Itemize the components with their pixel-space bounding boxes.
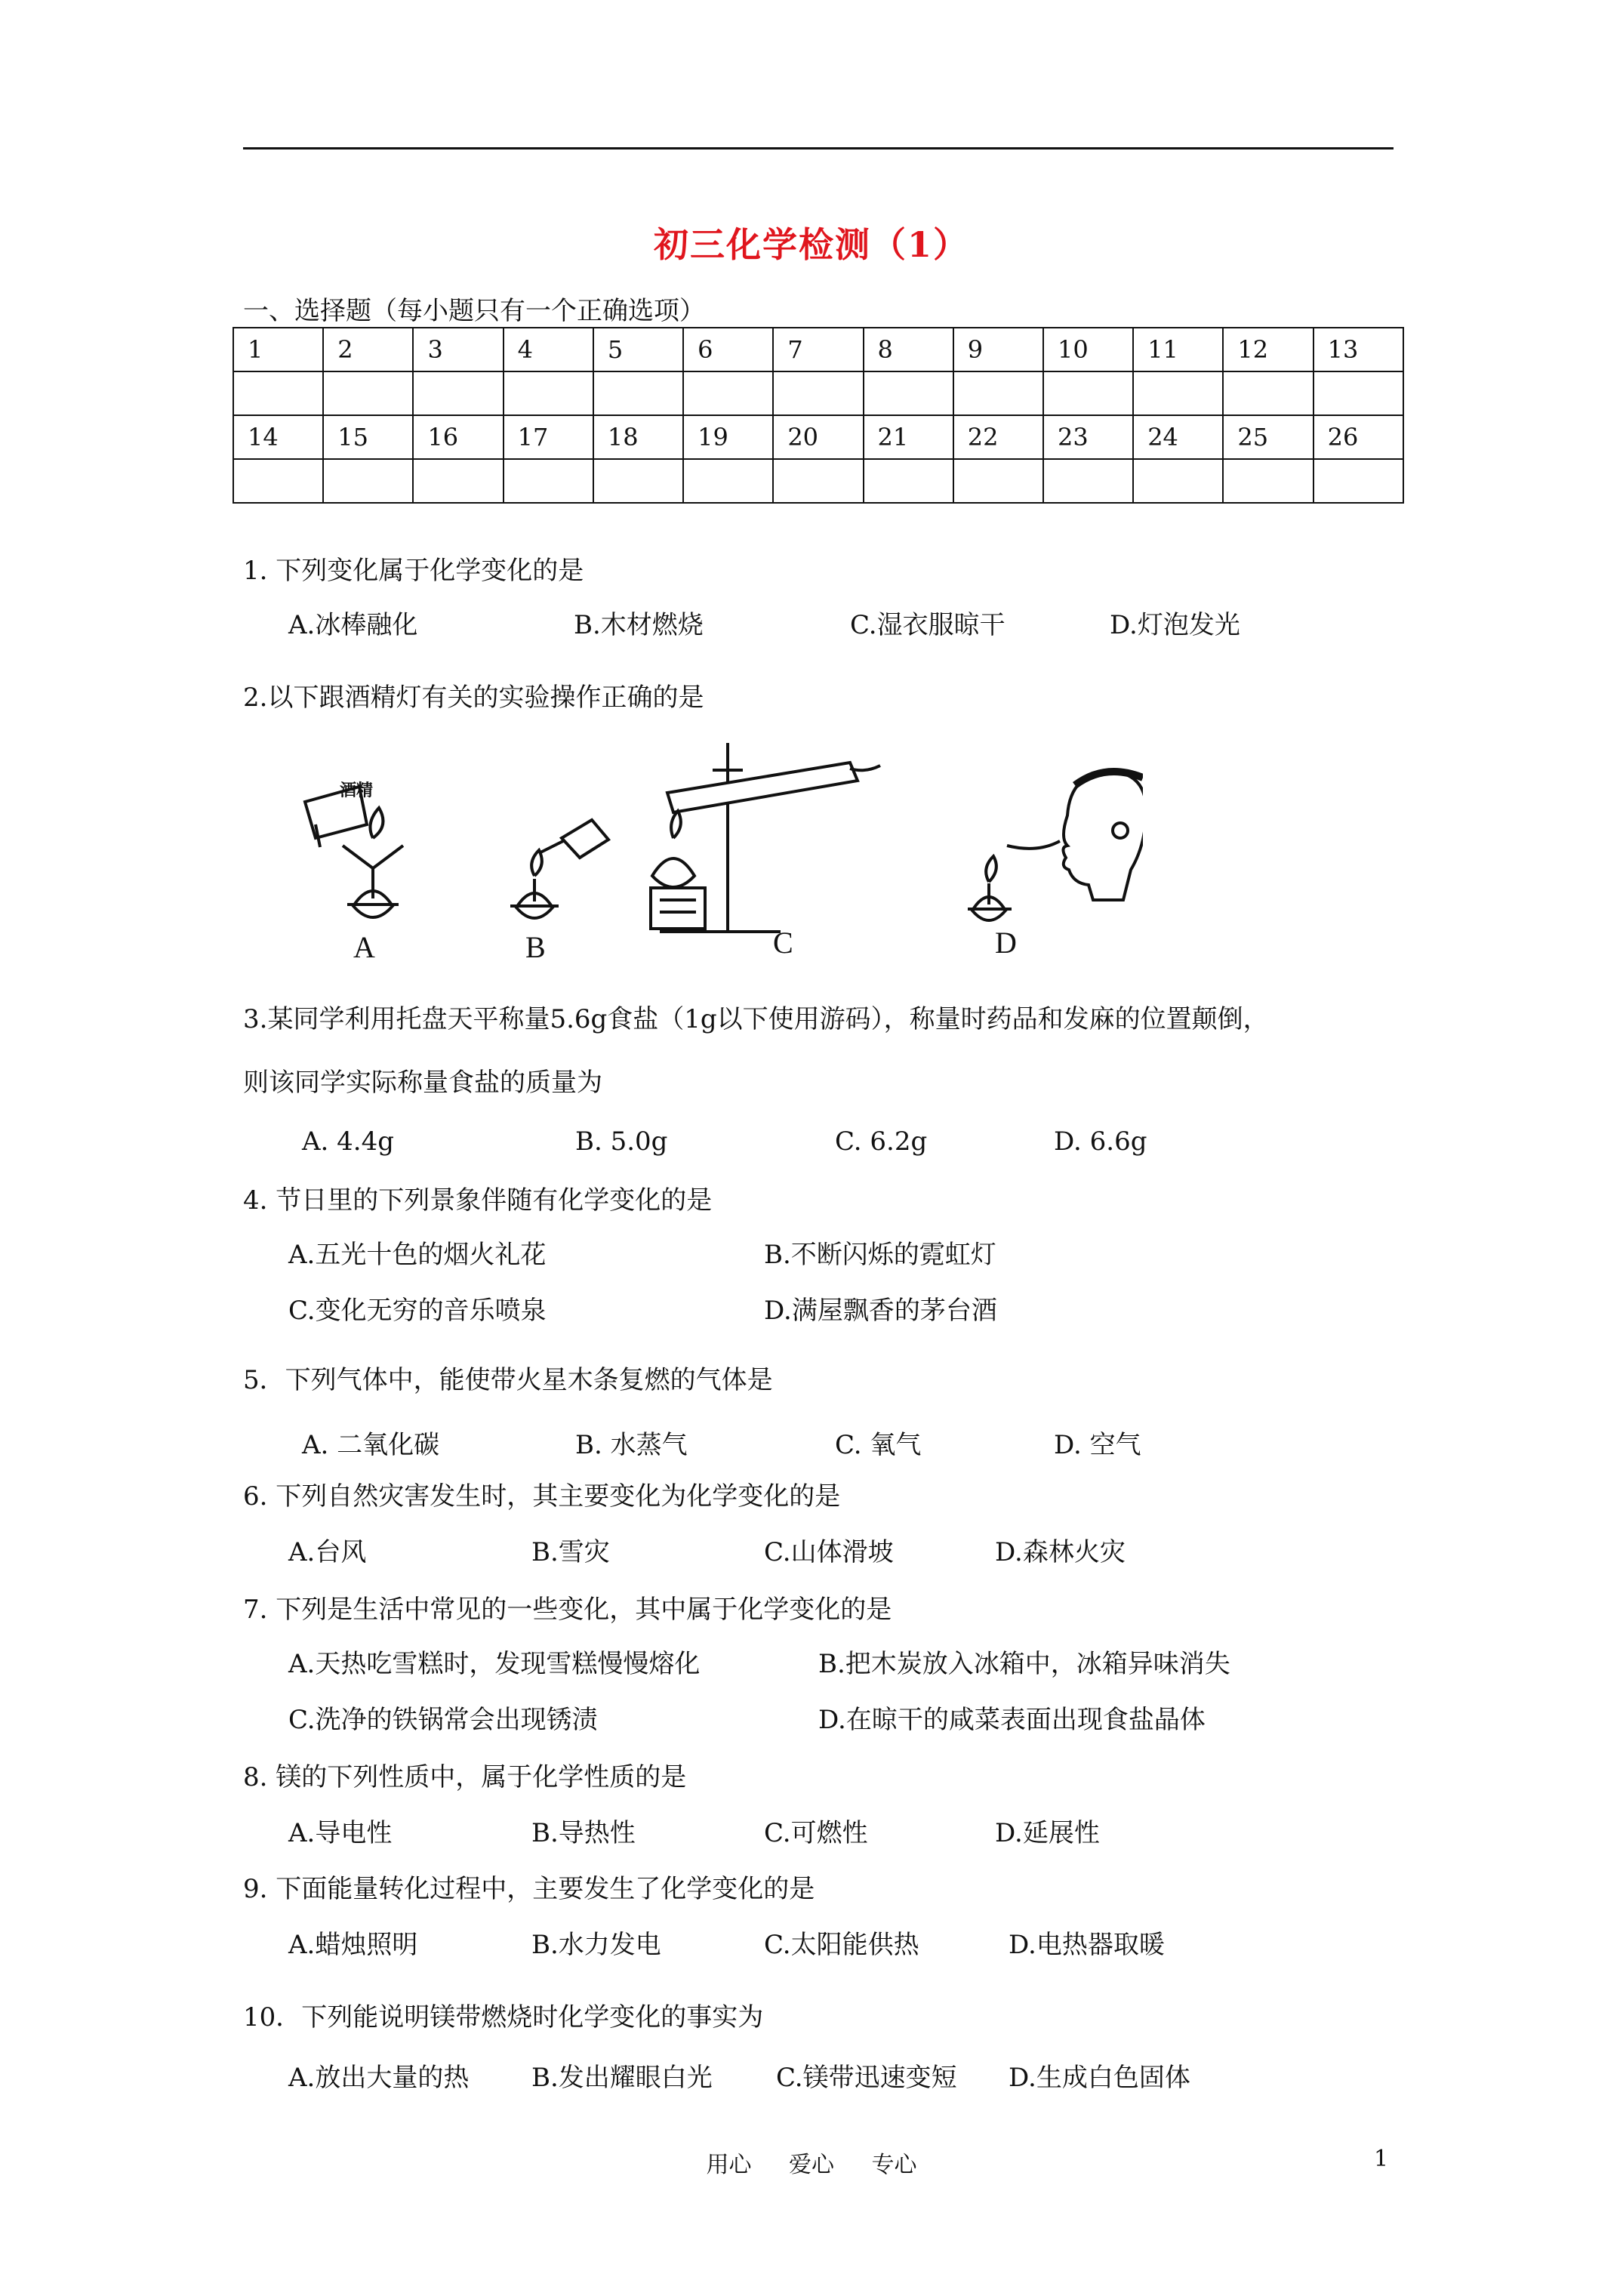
answer-cell[interactable] bbox=[1223, 459, 1313, 503]
grid-cell: 5 bbox=[593, 328, 683, 371]
answer-cell[interactable] bbox=[683, 371, 773, 415]
question-stem: 8. 镁的下列性质中，属于化学性质的是 bbox=[243, 1762, 687, 1792]
option-c[interactable]: C.可燃性 bbox=[764, 1818, 868, 1848]
option-d[interactable]: D.生成白色固体 bbox=[1009, 2063, 1190, 2093]
answer-grid-number-row bbox=[233, 328, 1403, 371]
answer-cell[interactable] bbox=[1043, 459, 1133, 503]
option-c[interactable]: C.洗净的铁锅常会出现锈渍 bbox=[288, 1705, 598, 1735]
grid-cell: 16 bbox=[413, 415, 503, 459]
option-a[interactable]: A.天热吃雪糕时，发现雪糕慢慢熔化 bbox=[288, 1649, 701, 1679]
figure-label-b: B bbox=[525, 930, 546, 964]
option-b[interactable]: B. 5.0g bbox=[575, 1126, 668, 1157]
answer-cell[interactable] bbox=[413, 371, 503, 415]
answer-grid-blank-row bbox=[233, 459, 1403, 503]
answer-cell[interactable] bbox=[1133, 459, 1223, 503]
option-c[interactable]: C.湿衣服晾干 bbox=[850, 610, 1006, 640]
option-b[interactable]: B. 水蒸气 bbox=[575, 1430, 688, 1460]
answer-cell[interactable] bbox=[1313, 459, 1403, 503]
answer-cell[interactable] bbox=[864, 459, 953, 503]
answer-cell[interactable] bbox=[233, 371, 323, 415]
answer-cell[interactable] bbox=[1043, 371, 1133, 415]
option-c[interactable]: C.太阳能供热 bbox=[764, 1930, 919, 1960]
option-b[interactable]: B.把木炭放入冰箱中，冰箱异味消失 bbox=[818, 1649, 1230, 1679]
option-d[interactable]: D.在晾干的咸菜表面出现食盐晶体 bbox=[818, 1705, 1206, 1735]
grid-cell: 24 bbox=[1133, 415, 1223, 459]
question-stem: 10．下列能说明镁带燃烧时化学变化的事实为 bbox=[243, 2002, 764, 2032]
option-b[interactable]: B.水力发电 bbox=[531, 1930, 661, 1960]
grid-cell: 22 bbox=[953, 415, 1043, 459]
grid-cell: 14 bbox=[233, 415, 323, 459]
question-stem: 7. 下列是生活中常见的一些变化，其中属于化学变化的是 bbox=[243, 1595, 892, 1625]
answer-cell[interactable] bbox=[593, 371, 683, 415]
answer-cell[interactable] bbox=[504, 371, 593, 415]
option-a[interactable]: A. 4.4g bbox=[302, 1126, 395, 1157]
option-a[interactable]: A.台风 bbox=[288, 1537, 367, 1567]
option-d[interactable]: D.森林火灾 bbox=[995, 1537, 1126, 1567]
answer-cell[interactable] bbox=[593, 459, 683, 503]
figure-label-a: A bbox=[353, 930, 375, 964]
page-footer: 用心 爱心 专心 bbox=[706, 2152, 917, 2178]
figure-d-blowing-lamp bbox=[968, 772, 1143, 920]
grid-cell: 9 bbox=[953, 328, 1043, 371]
figure-b-lighting-lamp bbox=[510, 820, 608, 918]
grid-cell: 18 bbox=[593, 415, 683, 459]
figure-c-heating-tube bbox=[651, 743, 880, 932]
grid-cell: 10 bbox=[1043, 328, 1133, 371]
question-stem: 3.某同学利用托盘天平称量5.6g食盐（1g以下使用游码），称量时药品和发麻的位置颠倒， bbox=[243, 1004, 1269, 1034]
option-c[interactable]: C.镁带迅速变短 bbox=[776, 2063, 957, 2093]
option-a[interactable]: A.导电性 bbox=[288, 1818, 393, 1848]
grid-cell: 20 bbox=[773, 415, 863, 459]
option-b[interactable]: B.不断闪烁的霓虹灯 bbox=[764, 1240, 996, 1270]
grid-cell: 11 bbox=[1133, 328, 1223, 371]
answer-cell[interactable] bbox=[1133, 371, 1223, 415]
grid-cell: 1 bbox=[233, 328, 323, 371]
grid-cell: 4 bbox=[504, 328, 593, 371]
answer-grid-number-row bbox=[233, 415, 1403, 459]
option-b[interactable]: B.导热性 bbox=[531, 1818, 636, 1848]
option-c[interactable]: C.变化无穷的音乐喷泉 bbox=[288, 1296, 547, 1326]
answer-cell[interactable] bbox=[233, 459, 323, 503]
grid-cell: 3 bbox=[413, 328, 503, 371]
page-title: 初三化学检测（1） bbox=[653, 224, 969, 265]
grid-cell: 6 bbox=[683, 328, 773, 371]
answer-grid-blank-row bbox=[233, 371, 1403, 415]
answer-cell[interactable] bbox=[323, 459, 413, 503]
question-stem: 1. 下列变化属于化学变化的是 bbox=[243, 556, 584, 586]
grid-cell: 17 bbox=[504, 415, 593, 459]
figure-a-pouring-alcohol bbox=[305, 787, 403, 917]
grid-cell: 12 bbox=[1223, 328, 1313, 371]
option-d[interactable]: D.延展性 bbox=[995, 1818, 1100, 1848]
grid-cell: 26 bbox=[1313, 415, 1403, 459]
grid-cell: 15 bbox=[323, 415, 413, 459]
option-c[interactable]: C.山体滑坡 bbox=[764, 1537, 894, 1567]
grid-cell: 8 bbox=[864, 328, 953, 371]
option-a[interactable]: A. 二氧化碳 bbox=[302, 1430, 440, 1460]
option-a[interactable]: A.五光十色的烟火礼花 bbox=[288, 1240, 547, 1270]
question-stem: 2.以下跟酒精灯有关的实验操作正确的是 bbox=[243, 683, 704, 713]
grid-cell: 7 bbox=[773, 328, 863, 371]
page-number: 1 bbox=[1374, 2146, 1389, 2172]
answer-cell[interactable] bbox=[1223, 371, 1313, 415]
grid-cell: 13 bbox=[1313, 328, 1403, 371]
option-a[interactable]: A.蜡烛照明 bbox=[288, 1930, 418, 1960]
answer-cell[interactable] bbox=[323, 371, 413, 415]
option-a[interactable]: A.放出大量的热 bbox=[288, 2063, 470, 2093]
grid-cell: 25 bbox=[1223, 415, 1313, 459]
question-stem: 9. 下面能量转化过程中，主要发生了化学变化的是 bbox=[243, 1874, 815, 1904]
option-c[interactable]: C. 氧气 bbox=[835, 1430, 922, 1460]
figure-text-alcohol: 酒精 bbox=[340, 781, 374, 800]
grid-cell: 2 bbox=[323, 328, 413, 371]
answer-cell[interactable] bbox=[773, 459, 863, 503]
option-b[interactable]: B.雪灾 bbox=[531, 1537, 610, 1567]
option-d[interactable]: D.满屋飘香的茅台酒 bbox=[764, 1296, 997, 1326]
question-stem: 5．下列气体中，能使带火星木条复燃的气体是 bbox=[243, 1365, 773, 1395]
answer-cell[interactable] bbox=[953, 371, 1043, 415]
grid-cell: 19 bbox=[683, 415, 773, 459]
answer-cell[interactable] bbox=[413, 459, 503, 503]
question-stem-continued: 则该同学实际称量食盐的质量为 bbox=[243, 1068, 602, 1098]
answer-cell[interactable] bbox=[773, 371, 863, 415]
grid-cell: 21 bbox=[864, 415, 953, 459]
answer-cell[interactable] bbox=[864, 371, 953, 415]
option-c[interactable]: C. 6.2g bbox=[835, 1126, 928, 1157]
alcohol-lamp-figure bbox=[290, 740, 1143, 966]
option-b[interactable]: B.木材燃烧 bbox=[574, 610, 704, 640]
figure-label-c: C bbox=[773, 926, 793, 960]
answer-cell[interactable] bbox=[683, 459, 773, 503]
answer-cell[interactable] bbox=[1313, 371, 1403, 415]
question-stem: 4. 节日里的下列景象伴随有化学变化的是 bbox=[243, 1185, 713, 1216]
option-d[interactable]: D.灯泡发光 bbox=[1110, 610, 1240, 640]
header-rule bbox=[243, 147, 1394, 149]
grid-cell: 23 bbox=[1043, 415, 1133, 459]
option-d[interactable]: D. 6.6g bbox=[1054, 1126, 1147, 1157]
section-heading: 一、选择题（每小题只有一个正确选项） bbox=[243, 296, 705, 326]
question-stem: 6. 下列自然灾害发生时，其主要变化为化学变化的是 bbox=[243, 1481, 841, 1512]
answer-grid bbox=[233, 327, 1404, 504]
option-b[interactable]: B.发出耀眼白光 bbox=[531, 2063, 713, 2093]
answer-cell[interactable] bbox=[504, 459, 593, 503]
option-d[interactable]: D.电热器取暖 bbox=[1009, 1930, 1165, 1960]
answer-cell[interactable] bbox=[953, 459, 1043, 503]
option-a[interactable]: A.冰棒融化 bbox=[288, 610, 418, 640]
figure-label-d: D bbox=[995, 926, 1017, 960]
option-d[interactable]: D. 空气 bbox=[1054, 1430, 1141, 1460]
